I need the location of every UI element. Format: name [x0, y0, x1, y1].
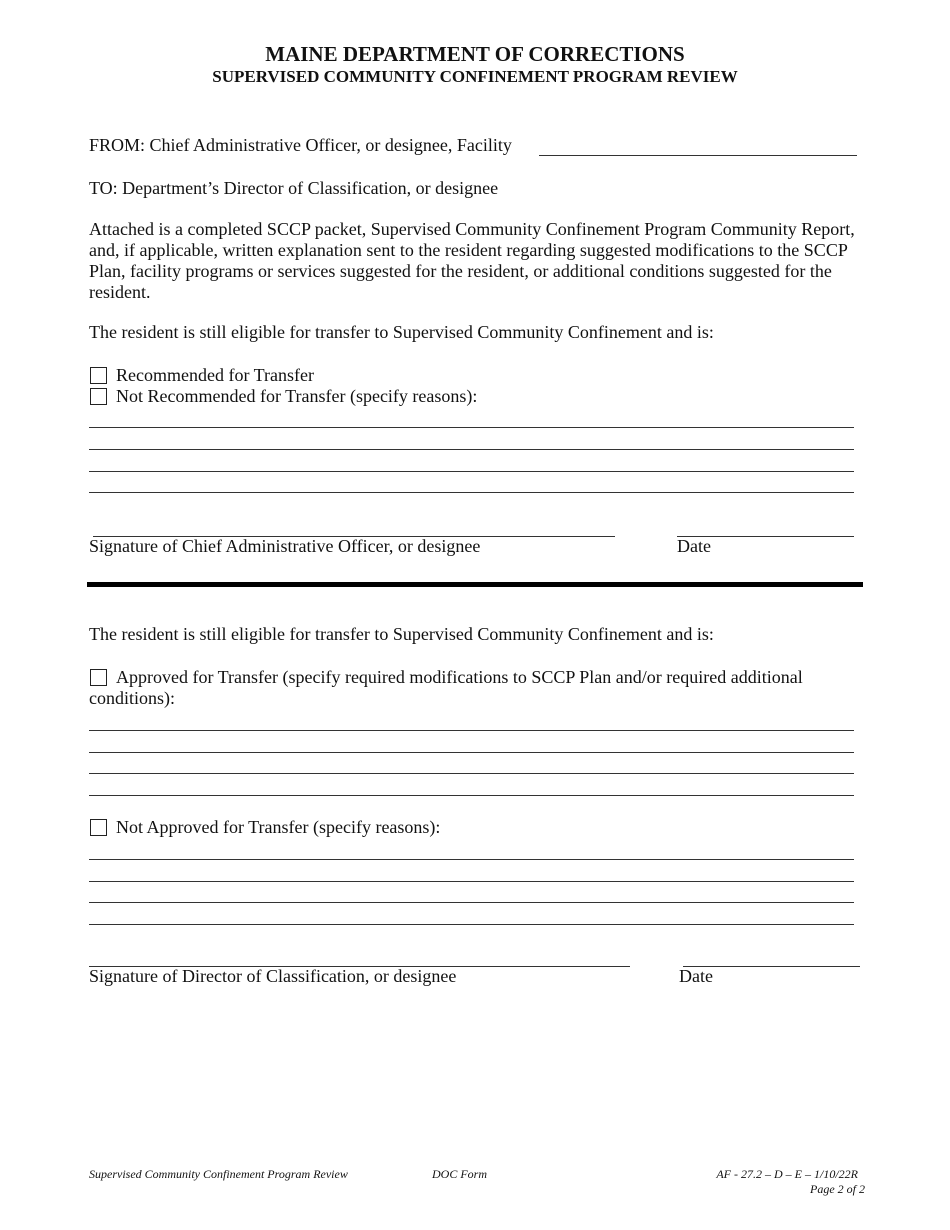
recommended-checkbox[interactable] — [90, 367, 107, 384]
cao-signature-label: Signature of Chief Administrative Officer, or designee — [89, 536, 481, 556]
reasons-line[interactable] — [89, 492, 854, 493]
section-divider — [87, 582, 863, 587]
recommended-label: Recommended for Transfer — [116, 365, 314, 385]
reasons-line[interactable] — [89, 427, 854, 428]
not-approved-reasons-line[interactable] — [89, 881, 854, 882]
reasons-line[interactable] — [89, 449, 854, 450]
not-approved-checkbox[interactable] — [90, 819, 107, 836]
not-recommended-checkbox[interactable] — [90, 388, 107, 405]
not-recommended-label: Not Recommended for Transfer (specify reasons): — [116, 386, 478, 406]
modifications-line[interactable] — [89, 730, 854, 731]
modifications-line[interactable] — [89, 773, 854, 774]
director-date-label: Date — [679, 966, 713, 986]
not-approved-reasons-line[interactable] — [89, 859, 854, 860]
form-subtitle: SUPERVISED COMMUNITY CONFINEMENT PROGRAM REVIEW — [212, 67, 738, 86]
footer-form-type: DOC Form — [432, 1167, 488, 1181]
form-title: MAINE DEPARTMENT OF CORRECTIONS — [265, 42, 685, 66]
approved-label: Approved for Transfer (specify required modifications to SCCP Plan and/or required additional conditions): — [89, 667, 803, 708]
from-label: FROM: Chief Administrative Officer, or designee, Facility — [89, 135, 512, 155]
section1-eligibility-text: The resident is still eligible for transfer to Supervised Community Confinement and is: — [89, 322, 714, 342]
footer-form-title: Supervised Community Confinement Program Review — [89, 1167, 348, 1181]
director-signature-label: Signature of Director of Classification, or designee — [89, 966, 457, 986]
modifications-line[interactable] — [89, 752, 854, 753]
cao-date-label: Date — [677, 536, 711, 556]
modifications-line[interactable] — [89, 795, 854, 796]
not-approved-reasons-line[interactable] — [89, 924, 854, 925]
not-approved-label: Not Approved for Transfer (specify reasons): — [116, 817, 441, 837]
reasons-line[interactable] — [89, 471, 854, 472]
facility-field[interactable] — [539, 155, 857, 156]
to-label: TO: Department’s Director of Classification, or designee — [89, 178, 499, 198]
intro-paragraph: Attached is a completed SCCP packet, Supervised Community Confinement Program Community Report, and, if applicable, written explanation sent to the resident regarding suggested modifications to the SCCP Plan, facility programs or services suggested for the resident, or additional conditions suggested for the resident. — [89, 219, 855, 302]
section2-eligibility-text: The resident is still eligible for transfer to Supervised Community Confinement and is: — [89, 624, 714, 644]
footer-page-number: Page 2 of 2 — [810, 1182, 865, 1196]
footer-form-code: AF - 27.2 – D – E – 1/10/22R — [716, 1167, 858, 1181]
not-approved-reasons-line[interactable] — [89, 902, 854, 903]
